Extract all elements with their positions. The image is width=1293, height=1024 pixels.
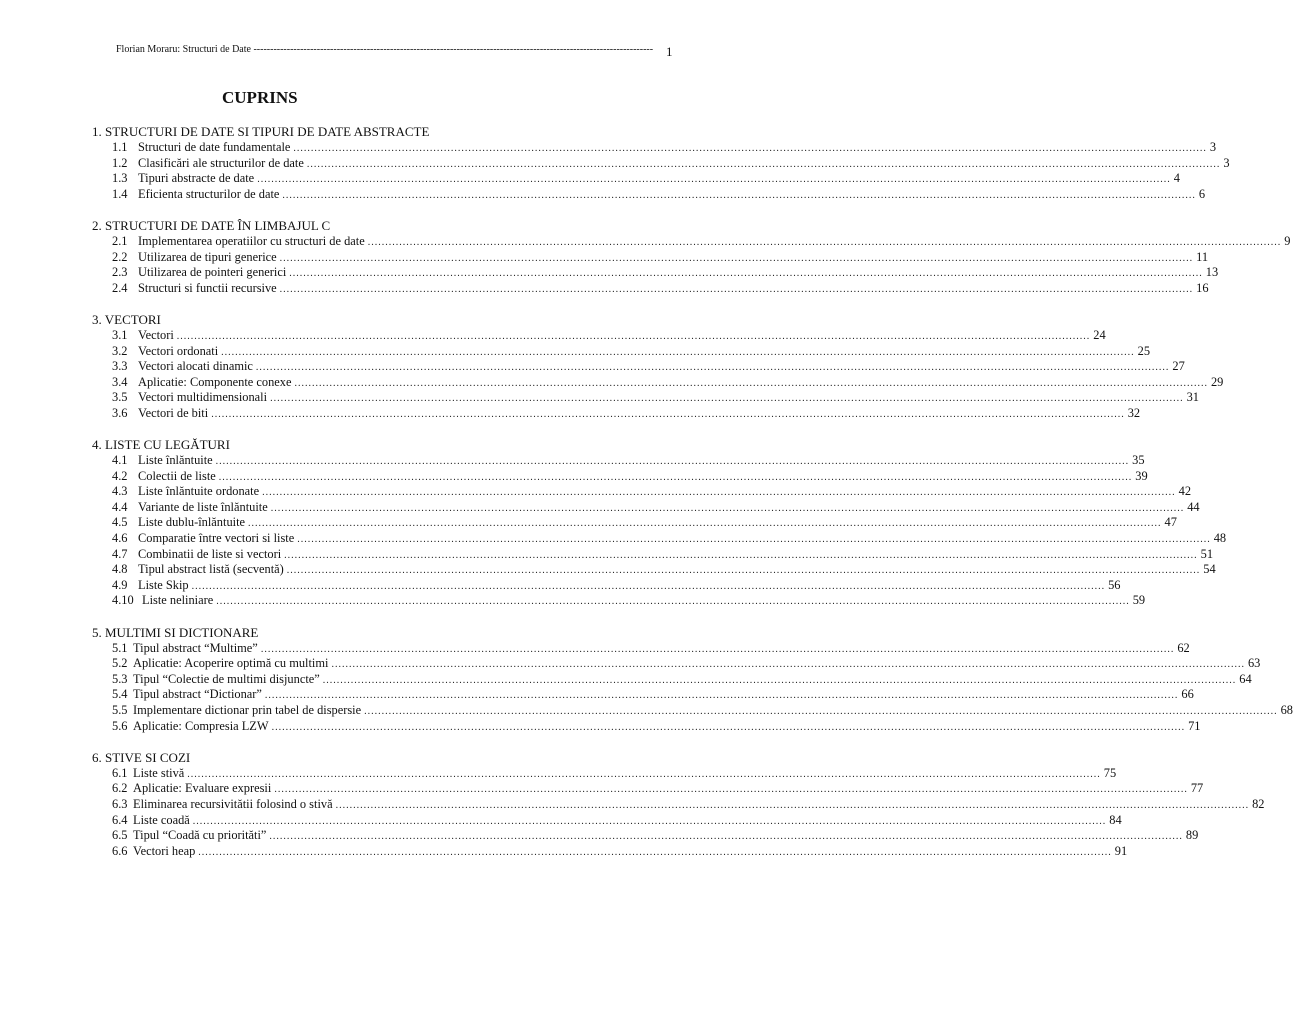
dot-leader bbox=[274, 782, 1188, 798]
entry-label: Vectori multidimensionali bbox=[138, 390, 268, 405]
entry-number: 3.1 bbox=[112, 327, 128, 342]
entry-number: 4.5 bbox=[112, 515, 128, 530]
entry-label: Liste înlăntuite ordonate bbox=[138, 484, 260, 499]
toc-entry[interactable] bbox=[0, 468, 1148, 485]
entry-number: 5.1 bbox=[112, 640, 128, 655]
entry-number: 2.2 bbox=[112, 249, 128, 264]
entry-label: Aplicatie: Evaluare expresii bbox=[133, 781, 272, 796]
entry-number: 3.4 bbox=[112, 374, 128, 389]
entry-number: 2.4 bbox=[112, 280, 128, 295]
entry-page: 77 bbox=[1190, 781, 1204, 796]
toc-entry[interactable] bbox=[0, 828, 1199, 844]
running-header: Florian Moraru: Structuri de Date ------------------------------------------------------------------------------------------------------------------------ bbox=[116, 44, 654, 55]
entry-page: 6 bbox=[1198, 186, 1206, 201]
dot-leader bbox=[198, 845, 1112, 861]
toc-entry[interactable] bbox=[0, 484, 1192, 500]
entry-page: 75 bbox=[1103, 765, 1117, 780]
toc-section bbox=[0, 749, 1265, 860]
dot-leader bbox=[216, 454, 1130, 470]
entry-page: 64 bbox=[1239, 671, 1252, 686]
entry-page: 56 bbox=[1108, 577, 1121, 592]
entry-number: 6.2 bbox=[112, 781, 128, 796]
entry-page: 3 bbox=[1223, 155, 1230, 170]
entry-page: 66 bbox=[1181, 687, 1194, 702]
entry-page: 59 bbox=[1132, 593, 1146, 608]
chapter-heading[interactable]: 5. MULTIMI SI DICTIONARE bbox=[92, 624, 259, 640]
entry-page: 63 bbox=[1247, 656, 1261, 671]
entry-page: 62 bbox=[1177, 640, 1190, 655]
toc-entry[interactable] bbox=[0, 593, 1146, 609]
entry-number: 4.7 bbox=[112, 546, 128, 561]
dot-leader bbox=[323, 673, 1237, 689]
toc-entry[interactable] bbox=[0, 781, 1204, 797]
entry-label: Liste înlăntuite bbox=[138, 453, 213, 468]
dot-leader bbox=[271, 501, 1185, 517]
entry-label: Structuri de date fundamentale bbox=[138, 140, 291, 154]
chapter-heading[interactable]: 6. STIVE SI COZI bbox=[92, 749, 191, 765]
dot-leader bbox=[284, 548, 1198, 564]
dot-leader bbox=[257, 172, 1171, 188]
entry-number: 6.3 bbox=[112, 796, 128, 811]
dot-leader bbox=[336, 798, 1250, 814]
dot-leader bbox=[280, 282, 1194, 298]
entry-number: 6.5 bbox=[112, 828, 128, 843]
entry-label: Liste Skip bbox=[138, 577, 189, 592]
entry-number: 5.3 bbox=[112, 671, 128, 686]
entry-label: Vectori ordonati bbox=[138, 343, 219, 358]
toc-entry[interactable] bbox=[0, 343, 1151, 360]
page-number: 1 bbox=[666, 44, 673, 59]
entry-label: Utilizarea de tipuri generice bbox=[138, 249, 277, 264]
entry-label: Tipul abstract listă (secventă) bbox=[138, 562, 284, 577]
entry-page: 13 bbox=[1205, 265, 1219, 280]
entry-page: 16 bbox=[1196, 280, 1209, 295]
entry-label: Vectori de biti bbox=[138, 405, 209, 420]
entry-label: Implementarea operatiilor cu structuri de date bbox=[138, 233, 365, 248]
entry-label: Comparatie între vectori si liste bbox=[138, 531, 295, 546]
entry-number: 6.4 bbox=[112, 812, 128, 827]
entry-page: 35 bbox=[1132, 453, 1145, 468]
entry-number: 6.6 bbox=[112, 843, 128, 858]
entry-page: 84 bbox=[1109, 812, 1122, 827]
dot-leader bbox=[307, 157, 1221, 173]
entry-number: 2.1 bbox=[112, 233, 128, 248]
entry-label: Vectori heap bbox=[133, 843, 196, 858]
chapter-heading[interactable]: 1. STRUCTURI DE DATE SI TIPURI DE DATE ABSTRACTE bbox=[92, 124, 430, 139]
chapter-heading[interactable]: 4. LISTE CU LEGĂTURI bbox=[92, 437, 230, 453]
toc-entry[interactable] bbox=[0, 765, 1117, 782]
entry-number: 5.4 bbox=[112, 687, 128, 702]
entry-number: 5.2 bbox=[112, 656, 128, 671]
dot-leader bbox=[261, 642, 1175, 658]
table-of-contents bbox=[0, 124, 1293, 875]
entry-number: 4.3 bbox=[112, 484, 128, 499]
entry-page: 11 bbox=[1196, 249, 1209, 264]
toc-entry[interactable] bbox=[0, 640, 1190, 657]
page-title: CUPRINS bbox=[222, 88, 298, 107]
dot-leader bbox=[269, 829, 1183, 845]
toc-section bbox=[0, 311, 1224, 422]
entry-page: 29 bbox=[1210, 374, 1224, 389]
chapter-heading[interactable]: 3. VECTORI bbox=[92, 311, 161, 327]
entry-page: 9 bbox=[1284, 233, 1291, 248]
dot-leader bbox=[265, 688, 1179, 704]
entry-number: 5.6 bbox=[112, 718, 128, 733]
entry-page: 47 bbox=[1164, 515, 1177, 530]
entry-label: Aplicatie: Compresia LZW bbox=[133, 718, 269, 733]
dot-leader bbox=[248, 516, 1162, 532]
entry-page: 24 bbox=[1093, 327, 1106, 342]
entry-number: 4.2 bbox=[112, 468, 128, 483]
entry-page: 48 bbox=[1213, 531, 1227, 546]
entry-label: Eficienta structurilor de date bbox=[138, 186, 280, 201]
toc-entry[interactable] bbox=[0, 499, 1200, 516]
entry-label: Tipul “Coadă cu priorităti” bbox=[133, 828, 267, 843]
toc-entry[interactable] bbox=[0, 796, 1265, 813]
entry-label: Liste stivă bbox=[133, 765, 185, 780]
toc-entry[interactable] bbox=[0, 843, 1128, 860]
entry-page: 39 bbox=[1135, 468, 1148, 483]
dot-leader bbox=[294, 376, 1208, 392]
dot-leader bbox=[256, 360, 1170, 376]
entry-label: Colectii de liste bbox=[138, 468, 216, 483]
entry-label: Tipul “Colectie de multimi disjuncte” bbox=[133, 671, 320, 686]
toc-entry[interactable] bbox=[0, 671, 1252, 688]
entry-number: 4.10 bbox=[112, 593, 134, 608]
entry-label: Tipul abstract “Dictionar” bbox=[133, 687, 262, 702]
toc-entry[interactable] bbox=[0, 359, 1185, 375]
dot-leader bbox=[293, 141, 1207, 157]
entry-number: 1.3 bbox=[112, 171, 128, 186]
entry-number: 1.2 bbox=[112, 155, 128, 170]
toc-section bbox=[0, 437, 1227, 609]
entry-label: Eliminarea recursivitătii folosind o stivă bbox=[133, 796, 333, 811]
dot-leader bbox=[187, 767, 1101, 783]
toc-entry[interactable] bbox=[0, 562, 1216, 578]
dot-leader bbox=[297, 532, 1211, 548]
entry-label: Liste coadă bbox=[133, 812, 190, 827]
entry-label: Combinatii de liste si vectori bbox=[138, 546, 282, 561]
entry-page: 68 bbox=[1280, 703, 1293, 717]
dot-leader bbox=[368, 235, 1282, 251]
toc-entry[interactable] bbox=[0, 687, 1194, 703]
entry-page: 42 bbox=[1178, 484, 1192, 499]
entry-number: 4.9 bbox=[112, 577, 128, 592]
toc-entry[interactable] bbox=[0, 186, 1206, 203]
dot-leader bbox=[193, 814, 1107, 830]
entry-page: 44 bbox=[1187, 499, 1200, 514]
toc-section bbox=[0, 624, 1293, 735]
entry-number: 4.1 bbox=[112, 453, 128, 468]
entry-number: 1.4 bbox=[112, 186, 128, 201]
entry-number: 3.5 bbox=[112, 390, 128, 405]
toc-entry[interactable] bbox=[0, 233, 1291, 250]
entry-number: 6.1 bbox=[112, 765, 128, 780]
entry-page: 91 bbox=[1114, 843, 1128, 858]
toc-entry[interactable] bbox=[0, 515, 1177, 531]
entry-label: Aplicatie: Acoperire optimă cu multimi bbox=[133, 656, 329, 671]
toc-entry[interactable] bbox=[0, 155, 1230, 172]
dot-leader bbox=[192, 579, 1106, 595]
dot-leader bbox=[177, 329, 1091, 345]
entry-label: Implementare dictionar prin tabel de dispersie bbox=[133, 703, 362, 717]
toc-entry[interactable] bbox=[0, 327, 1106, 344]
dot-leader bbox=[216, 594, 1130, 610]
entry-page: 89 bbox=[1185, 828, 1199, 843]
toc-entry[interactable] bbox=[0, 531, 1227, 547]
dot-leader bbox=[262, 485, 1176, 501]
toc-entry[interactable] bbox=[0, 703, 1293, 719]
toc-entry[interactable] bbox=[0, 390, 1199, 406]
entry-number: 2.3 bbox=[112, 265, 128, 280]
toc-entry[interactable] bbox=[0, 171, 1180, 187]
toc-entry[interactable] bbox=[0, 546, 1214, 563]
toc-entry[interactable] bbox=[0, 249, 1209, 266]
entry-page: 51 bbox=[1200, 546, 1214, 561]
dot-leader bbox=[221, 345, 1135, 361]
toc-entry[interactable] bbox=[0, 453, 1145, 469]
entry-label: Tipuri abstracte de date bbox=[138, 171, 255, 186]
dot-leader bbox=[219, 470, 1133, 486]
entry-number: 5.5 bbox=[112, 703, 128, 717]
entry-page: 71 bbox=[1188, 718, 1201, 733]
chapter-heading[interactable]: 2. STRUCTURI DE DATE ÎN LIMBAJUL C bbox=[92, 217, 331, 233]
entry-label: Structuri si functii recursive bbox=[138, 280, 277, 295]
entry-label: Aplicatie: Componente conexe bbox=[138, 374, 292, 389]
toc-entry[interactable] bbox=[0, 140, 1217, 156]
toc-section bbox=[0, 217, 1291, 296]
entry-page: 31 bbox=[1186, 390, 1199, 405]
dot-leader bbox=[364, 704, 1278, 720]
dot-leader bbox=[289, 266, 1203, 282]
entry-page: 4 bbox=[1173, 171, 1180, 186]
toc-entry[interactable] bbox=[0, 812, 1122, 829]
entry-number: 3.2 bbox=[112, 343, 128, 358]
entry-page: 3 bbox=[1209, 140, 1217, 154]
toc-entry[interactable] bbox=[0, 405, 1141, 422]
toc-entry[interactable] bbox=[0, 265, 1219, 281]
toc-entry[interactable] bbox=[0, 577, 1121, 594]
dot-leader bbox=[211, 407, 1125, 423]
toc-entry[interactable] bbox=[0, 374, 1224, 391]
entry-number: 4.4 bbox=[112, 499, 128, 514]
dot-leader bbox=[272, 720, 1186, 736]
entry-number: 1.1 bbox=[112, 140, 128, 154]
entry-page: 25 bbox=[1137, 343, 1151, 358]
dot-leader bbox=[287, 563, 1201, 579]
entry-label: Clasificări ale structurilor de date bbox=[138, 155, 304, 170]
entry-number: 4.8 bbox=[112, 562, 128, 577]
toc-entry[interactable] bbox=[0, 280, 1209, 297]
entry-number: 3.3 bbox=[112, 359, 128, 374]
entry-page: 82 bbox=[1252, 796, 1265, 811]
entry-number: 4.6 bbox=[112, 531, 128, 546]
entry-label: Liste dublu-înlăntuite bbox=[138, 515, 246, 530]
entry-label: Vectori bbox=[138, 327, 174, 342]
entry-page: 32 bbox=[1127, 405, 1141, 420]
toc-entry[interactable] bbox=[0, 718, 1201, 735]
dot-leader bbox=[280, 251, 1194, 267]
entry-label: Tipul abstract “Multime” bbox=[133, 640, 258, 655]
entry-number: 3.6 bbox=[112, 405, 128, 420]
dot-leader bbox=[282, 188, 1196, 204]
toc-section bbox=[0, 124, 1230, 202]
dot-leader bbox=[270, 391, 1184, 407]
entry-label: Liste neliniare bbox=[142, 593, 214, 608]
entry-label: Variante de liste înlăntuite bbox=[138, 499, 268, 514]
dot-leader bbox=[331, 657, 1245, 673]
entry-label: Vectori alocati dinamic bbox=[138, 359, 253, 374]
entry-page: 54 bbox=[1203, 562, 1216, 577]
entry-page: 27 bbox=[1172, 359, 1185, 374]
toc-entry[interactable] bbox=[0, 656, 1261, 672]
entry-label: Utilizarea de pointeri generici bbox=[138, 265, 287, 280]
